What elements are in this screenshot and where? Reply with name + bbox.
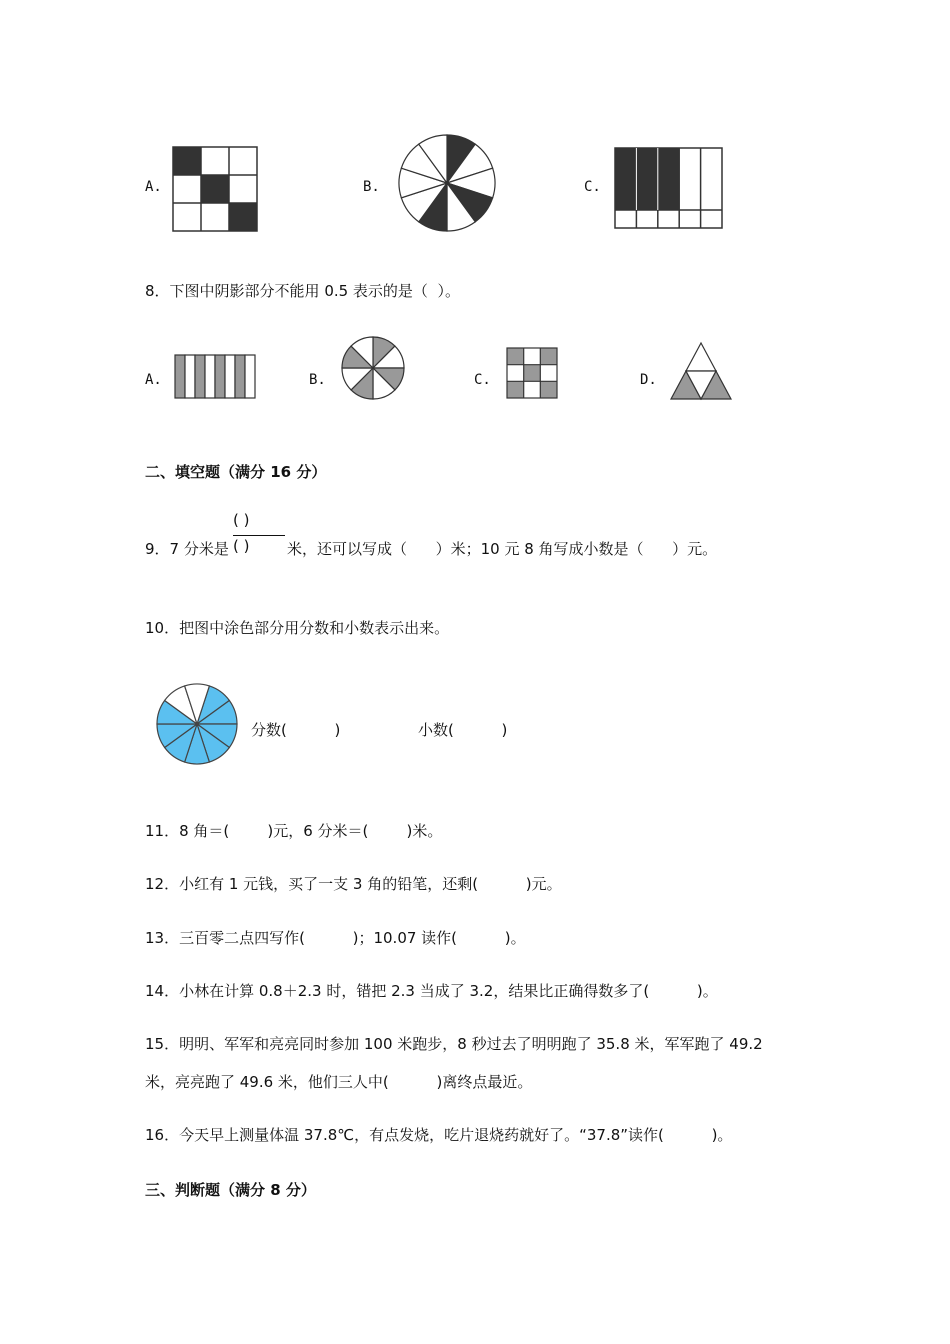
q8-option-c-label: C. bbox=[474, 372, 491, 388]
q9-fraction-denominator: ( ) bbox=[233, 537, 250, 555]
q7-option-b-label: B. bbox=[363, 179, 380, 195]
q8-option-a-label: A. bbox=[145, 372, 162, 388]
q7-option-b-circle bbox=[398, 134, 496, 232]
q14-text: 14．小林在计算 0.8＋2.3 时，错把 2.3 当成了 3.2，结果比正确得数多了( )。 bbox=[145, 982, 718, 1000]
q10-decimal-label: 小数( ) bbox=[418, 721, 508, 739]
q7-option-a-label: A. bbox=[145, 179, 162, 195]
q8-option-b-label: B. bbox=[309, 372, 326, 388]
q9-fraction-numerator: ( ) bbox=[233, 511, 250, 529]
q10-circle bbox=[156, 683, 238, 765]
q10-fraction-label: 分数( ) bbox=[251, 721, 341, 739]
q8-option-d-label: D. bbox=[640, 372, 657, 388]
section-2-title: 二、填空题（满分 16 分） bbox=[145, 463, 327, 481]
q9-suffix: 米，还可以写成（ ）米；10 元 8 角写成小数是（ ）元。 bbox=[287, 540, 718, 558]
q8-text: 8．下图中阴影部分不能用 0.5 表示的是（ ）。 bbox=[145, 282, 460, 300]
bar-strip bbox=[205, 355, 215, 398]
q12-text: 12．小红有 1 元钱，买了一支 3 角的铅笔，还剩( )元。 bbox=[145, 875, 562, 893]
q13-text: 13．三百零二点四写作( )；10.07 读作( )。 bbox=[145, 929, 526, 947]
bar-strip bbox=[195, 355, 205, 398]
q8-option-a-bars bbox=[175, 355, 257, 399]
q11-text: 11．8 角＝( )元，6 分米＝( )米。 bbox=[145, 822, 443, 840]
bar-strip bbox=[175, 355, 185, 398]
section-3-title: 三、判断题（满分 8 分） bbox=[145, 1181, 316, 1199]
bar-strip bbox=[235, 355, 245, 398]
q9-fraction-bar bbox=[233, 535, 285, 536]
q15-line-1: 15．明明、军军和亮亮同时参加 100 米跑步，8 秒过去了明明跑了 35.8 米，军军跑了 49.2 bbox=[145, 1035, 763, 1053]
q8-option-c-grid bbox=[507, 348, 557, 398]
q8-option-b-circle bbox=[341, 336, 405, 400]
q10-text: 10．把图中涂色部分用分数和小数表示出来。 bbox=[145, 619, 450, 637]
q15-line-2: 米，亮亮跑了 49.6 米，他们三人中( )离终点最近。 bbox=[145, 1073, 533, 1091]
q7-option-a-grid bbox=[173, 147, 257, 231]
bar-strip bbox=[245, 355, 255, 398]
bar-strip bbox=[225, 355, 235, 398]
bar-strip bbox=[185, 355, 195, 398]
q16-text: 16．今天早上测量体温 37.8℃，有点发烧，吃片退烧药就好了。“37.8”读作( )。 bbox=[145, 1126, 733, 1144]
q7-option-c-label: C. bbox=[584, 179, 601, 195]
q9-prefix: 9．7 分米是 bbox=[145, 540, 229, 558]
bar-strip bbox=[215, 355, 225, 398]
q7-option-c-bars bbox=[615, 148, 723, 228]
q8-option-d-triangle bbox=[671, 342, 731, 400]
